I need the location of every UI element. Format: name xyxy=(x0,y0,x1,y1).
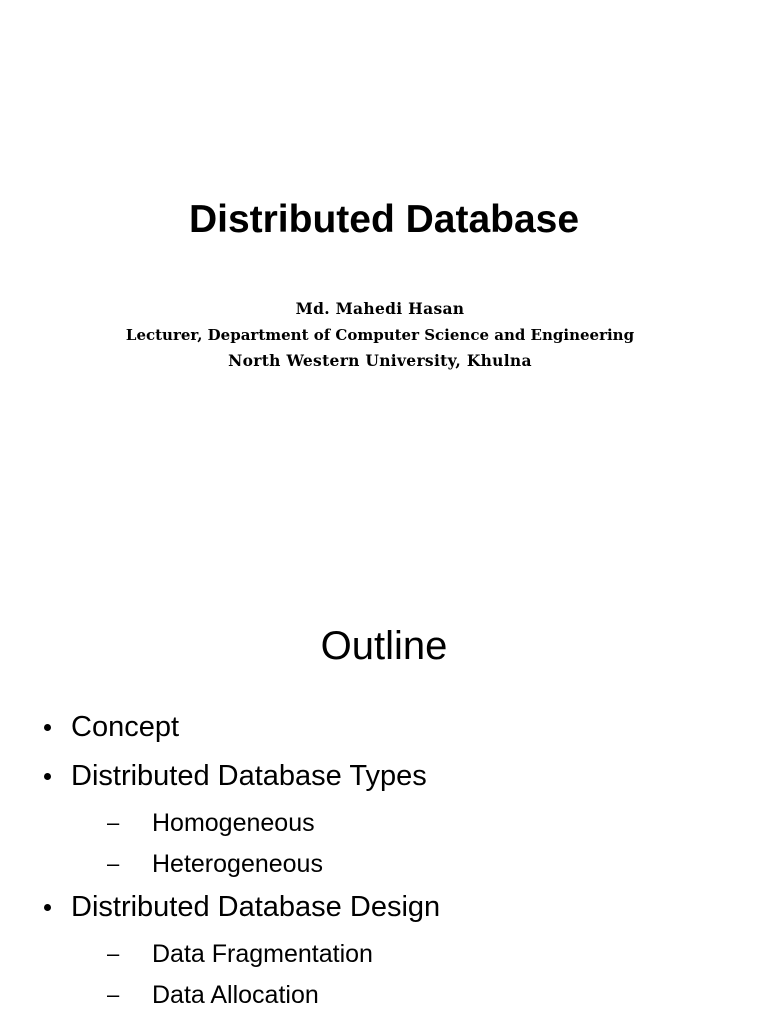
author-block xyxy=(0,298,760,374)
author-name: Md. Mahedi Hasan xyxy=(295,299,465,318)
outline-item-label: Distributed Database Types xyxy=(71,760,427,792)
outline-item-label: Distributed Database Design xyxy=(71,891,441,923)
dash-icon: – xyxy=(107,810,120,835)
outline-subitem-label: Heterogeneous xyxy=(152,850,323,878)
outline-subitem-label: Data Fragmentation xyxy=(152,940,373,968)
bullet-icon xyxy=(44,904,51,911)
dash-icon: – xyxy=(107,982,120,1007)
slide-title: Distributed Database xyxy=(188,198,580,241)
bullet-icon xyxy=(44,724,51,731)
author-role: Lecturer, Department of Computer Science and Engineering xyxy=(125,326,635,344)
dash-icon: – xyxy=(107,851,120,876)
bullet-icon xyxy=(44,773,51,780)
outline-subitem-label: Data Allocation xyxy=(152,981,319,1009)
outline-item-label: Concept xyxy=(71,711,180,743)
dash-icon: – xyxy=(107,941,120,966)
outline-subitem-label: Homogeneous xyxy=(152,809,315,837)
outline-title: Outline xyxy=(320,624,448,668)
author-institution: North Western University, Khulna xyxy=(228,351,532,370)
